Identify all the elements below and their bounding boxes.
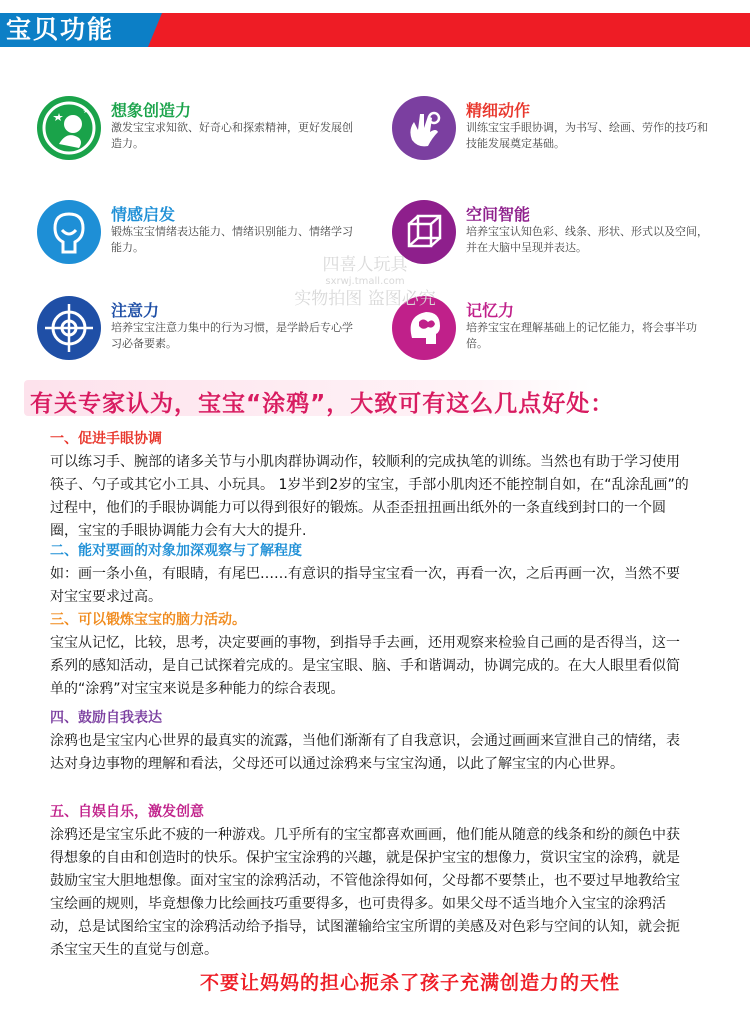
- section-heading: 三、可以锻炼宝宝的脑力活动。: [50, 612, 246, 628]
- section-body: 涂鸦也是宝宝内心世界的最真实的流露，当他们渐渐有了自我意识，会通过画画来宣泄自己的情绪，表达对身边事物的理解和看法，父母还可以通过涂鸦来与宝宝沟通，以此了解宝宝的内心世界。: [50, 733, 680, 772]
- section-2: [50, 542, 690, 609]
- section-heading: 五、自娱自乐，激发创意: [50, 804, 204, 820]
- header-bar: [0, 13, 750, 47]
- feature-title: 想象创造力: [111, 101, 192, 120]
- page-title: 宝贝功能: [0, 13, 148, 47]
- feature-fine-motor: [392, 96, 722, 166]
- section-5: [50, 803, 690, 962]
- feature-title: 空间智能: [466, 205, 531, 224]
- feature-desc: 激发宝宝求知欲、好奇心和探索精神，更好发展创造力。: [111, 121, 353, 150]
- feature-desc: 培养宝宝认知色彩、线条、形状、形式以及空间，并在大脑中呈现并表达。: [466, 225, 708, 254]
- watermark-brand: 四喜人玩具: [322, 255, 408, 275]
- feature-imagination: [37, 96, 367, 166]
- feature-title: 精细动作: [466, 101, 531, 120]
- section-3: [50, 611, 690, 701]
- section-body: 涂鸦还是宝宝乐此不疲的一种游戏。几乎所有的宝宝都喜欢画画，他们能从随意的线条和纷的颜色中获得想象的自由和创造时的快乐。保护宝宝涂鸦的兴趣，就是保护宝宝的想像力，赏识宝宝的涂鸦，就是鼓励宝宝大胆地想像。面对宝宝的涂鸦活动，不管他涂得如何，父母都不要禁止，也不要过早地教给宝宝绘画的规则，毕竟想像力比绘画技巧重要得多，也可贵得多。如果父母不适当地介入宝宝的涂鸦活动，总是试图给宝宝的涂鸦活动给予指导，试图灌输给宝宝所谓的美感及对色彩与空间的认知，就会扼杀宝宝天生的直觉与创意。: [50, 827, 680, 958]
- feature-title: 注意力: [111, 301, 160, 320]
- feature-title: 情感启发: [111, 205, 176, 224]
- section-heading: 四、鼓励自我表达: [50, 710, 162, 726]
- target-icon: [37, 296, 101, 360]
- section-4: [50, 709, 690, 776]
- watermark: [245, 253, 485, 311]
- watermark-notice: 实物拍图 盗图必究: [294, 289, 436, 309]
- section-body: 宝宝从记忆，比较，思考，决定要画的事物，到指导手去画，还用观察来检验自己画的是否得当，这一系列的感知活动，是自己试探着完成的。是宝宝眼、脑、手和谐调动，协调完成的。在大人眼里看似简单的“涂鸦”对宝宝来说是多种能力的综合表现。: [50, 635, 680, 697]
- feature-title: 记忆力: [466, 301, 515, 320]
- headline: 有关专家认为，宝宝“涂鸦”，大致可有这么几点好处：: [30, 391, 615, 417]
- section-body: 如：画一条小鱼，有眼睛，有尾巴……有意识的指导宝宝看一次，再看一次，之后再画一次，当然不要对宝宝要求过高。: [50, 566, 680, 605]
- feature-desc: 培养宝宝在理解基础上的记忆能力，将会事半功倍。: [466, 321, 697, 350]
- section-heading: 二、能对要画的对象加深观察与了解程度: [50, 543, 302, 559]
- feature-desc: 锻炼宝宝情绪表达能力、情绪识别能力、情绪学习能力。: [111, 225, 353, 254]
- feature-desc: 培养宝宝注意力集中的行为习惯，是学龄后专心学习必备要素。: [111, 321, 353, 350]
- watermark-url: sxrwj.tmall.com: [325, 276, 405, 287]
- hand-icon: [392, 96, 456, 160]
- section-1: [50, 430, 690, 543]
- section-body: 可以练习手、腕部的诸多关节与小肌肉群协调动作，较顺利的完成执笔的训练。当然也有助于学习使用筷子、勺子或其它小工具、小玩具。 1岁半到2岁的宝宝，手部小肌肉还不能控制自如，在“乱涂乱画”的过程中，他们的手眼协调能力可以得到很好的锻炼。从歪歪扭扭画出纸外的一条直线到封口的一个圆圈，宝宝的手眼协调能力会有大大的提升.: [50, 454, 689, 539]
- section-heading: 一、促进手眼协调: [50, 431, 162, 447]
- emotion-icon: [37, 200, 101, 264]
- feature-desc: 训练宝宝手眼协调，为书写、绘画、劳作的技巧和技能发展奠定基础。: [466, 121, 708, 150]
- footer-slogan: 不要让妈妈的担心扼杀了孩子充满创造力的天性: [200, 972, 621, 994]
- imagination-icon: [37, 96, 101, 160]
